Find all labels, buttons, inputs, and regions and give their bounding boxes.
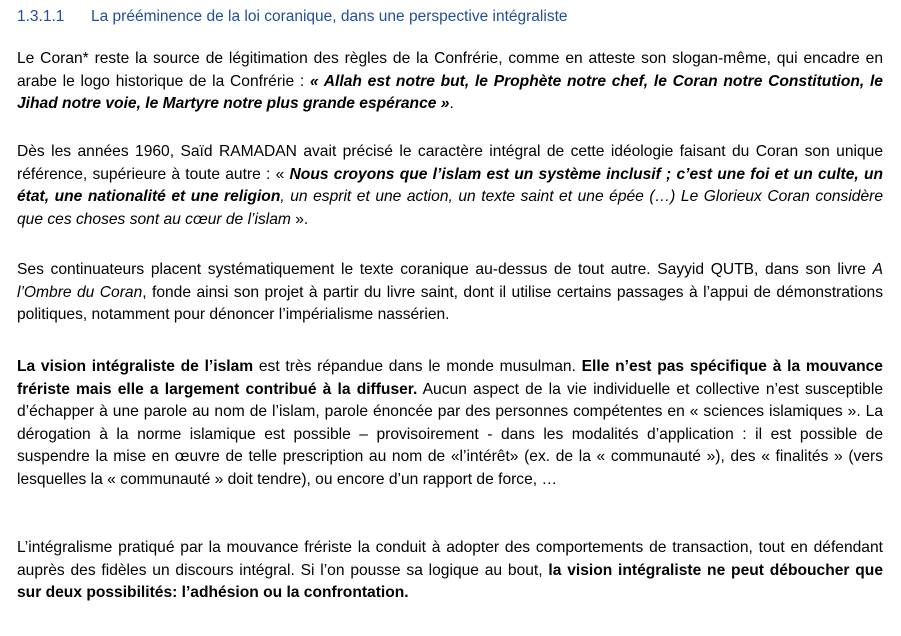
paragraph-5 — [17, 537, 883, 605]
p2-text-2: ». — [290, 210, 309, 228]
p4-text-2: Aucun aspect de la vie individuelle et collective n’est susceptible d’échapper à une parole au nom de l’islam, parole énoncée par des personnes compétentes en « sciences islamiques ». La dérogation à la norme islamique est possible – provisoirement - dans les modalités d’application : il est possible de suspendre la mise en œuvre de telle prescription au nom de «l’intérêt» (ex. de la « communauté »), des « finalités » (vers lesquelles la « communauté » doit tendre), ou encore d’un rapport de force, … — [17, 380, 883, 488]
p1-text-2: . — [449, 95, 454, 112]
p3-text-1: Ses continuateurs placent systématiquement le texte coranique au-dessus de tout autre. Sayyid QUTB, dans son livre — [17, 261, 873, 278]
section-title: La prééminence de la loi coranique, dans une perspective intégraliste — [91, 8, 568, 25]
p2-bold-quote: Nous croyons que l’islam est un système inclusif ; c’est une foi et un culte, un état, une nationalité et une religion — [17, 165, 883, 205]
p4-bold-1: La vision intégraliste de l’islam — [17, 358, 254, 375]
p4-text-1: est très répandue dans le monde musulman. — [253, 358, 582, 375]
p3-text-2: , fonde ainsi son projet à partir du livre saint, dont il utilise certains passages à l’appui de démonstrations politiques, notamment pour dénoncer l’impérialisme nassérien. — [17, 283, 883, 323]
p1-slogan-quote: « Allah est notre but, le Prophète notre chef, le Coran notre Constitution, le Jihad notre voie, le Martyre notre plus grande espérance » — [17, 72, 883, 112]
p5-text-1: L’intégralisme pratiqué par la mouvance fréristе la conduit à adopter des comportements de transaction, tout en défendant auprès des fidèles un discours intégral. Si l’on pousse sa logique au bout, — [17, 539, 883, 579]
p1-text-1: Le Coran* reste la source de légitimation des règles de la Confrérie, comme en atteste son slogan-même, qui encadre en arabe le logo historique de la Confrérie : — [17, 50, 883, 90]
p4-bold-2: Elle n’est pas spécifique à la mouvance fréristе mais elle a largement contribué à la diffuser. — [17, 358, 883, 398]
section-number: 1.3.1.1 — [17, 8, 65, 25]
paragraph-1 — [17, 48, 883, 116]
p3-book-title: A l’Ombre du Coran — [17, 261, 883, 301]
paragraph-4 — [17, 356, 883, 491]
paragraph-3 — [17, 259, 883, 327]
p2-text-1: Dès les années 1960, Saïd RAMADAN avait précisé le caractère intégral de cette idéologie faisant du Coran son unique référence, supérieure à toute autre : « — [17, 143, 883, 183]
p5-bold-conclusion: la vision intégraliste ne peut déboucher que sur deux possibilités: l’adhésion ou la confrontation. — [17, 561, 883, 601]
p2-italic-quote: , un esprit et une action, un texte saint et une épée (…) Le Glorieux Coran considère que ces choses sont au cœur de l’islam — [17, 188, 884, 228]
section-heading — [17, 8, 568, 26]
paragraph-2 — [17, 141, 883, 231]
